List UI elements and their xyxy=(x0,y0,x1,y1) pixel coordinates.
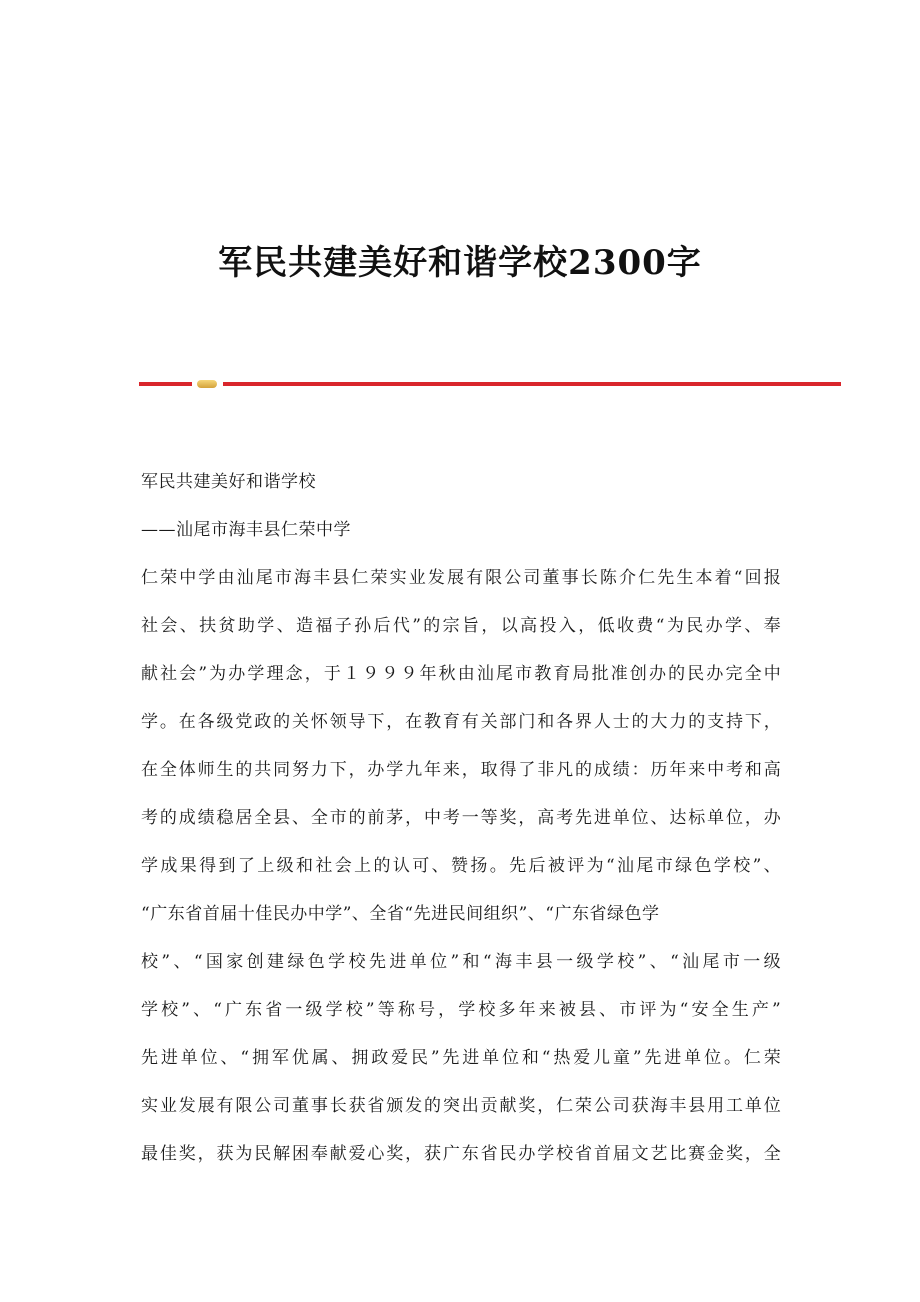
paragraph-line: 学校”、“广东省一级学校”等称号，学校多年来被县、市评为“安全生产” xyxy=(141,1000,781,1020)
paragraph-line: 最佳奖，获为民解困奉献爱心奖，获广东省民办学校省首届文艺比赛金奖，全 xyxy=(141,1144,781,1164)
paragraph-line: 社会、扶贫助学、造福子孙后代”的宗旨，以高投入，低收费“为民办学、奉 xyxy=(141,616,781,636)
title-divider xyxy=(139,380,841,386)
body-text xyxy=(141,466,781,1186)
divider-ornament-icon xyxy=(197,380,217,388)
paragraph-line: 献社会”为办学理念，于１９９９年秋由汕尾市教育局批准创办的民办完全中 xyxy=(141,664,781,684)
paragraph-line: 在全体师生的共同努力下，办学九年来，取得了非凡的成绩：历年来中考和高 xyxy=(141,760,781,780)
paragraph-line: 先进单位、“拥军优属、拥政爱民”先进单位和“热爱儿童”先进单位。仁荣 xyxy=(141,1048,781,1068)
document-title: 军民共建美好和谐学校2300字 xyxy=(218,242,702,283)
article-heading: 军民共建美好和谐学校 xyxy=(141,472,316,492)
paragraph-line: 学。在各级党政的关怀领导下，在教育有关部门和各界人士的大力的支持下， xyxy=(141,712,781,732)
paragraph-line: 仁荣中学由汕尾市海丰县仁荣实业发展有限公司董事长陈介仁先生本着“回报 xyxy=(141,568,781,588)
divider-left-segment xyxy=(139,382,192,386)
article-subheading: ——汕尾市海丰县仁荣中学 xyxy=(141,520,351,540)
paragraph-line: “广东省首届十佳民办中学”、全省“先进民间组织”、“广东省绿色学 xyxy=(141,904,660,924)
article-paragraph xyxy=(141,562,781,1170)
paragraph-line: 考的成绩稳居全县、全市的前茅，中考一等奖，高考先进单位、达标单位，办 xyxy=(141,808,781,828)
paragraph-line: 学成果得到了上级和社会上的认可、赞扬。先后被评为“汕尾市绿色学校”、 xyxy=(141,856,781,876)
paragraph-line: 实业发展有限公司董事长获省颁发的突出贡献奖，仁荣公司获海丰县用工单位 xyxy=(141,1096,781,1116)
paragraph-line: 校”、“国家创建绿色学校先进单位”和“海丰县一级学校”、“汕尾市一级 xyxy=(141,952,781,972)
divider-right-segment xyxy=(223,382,841,386)
